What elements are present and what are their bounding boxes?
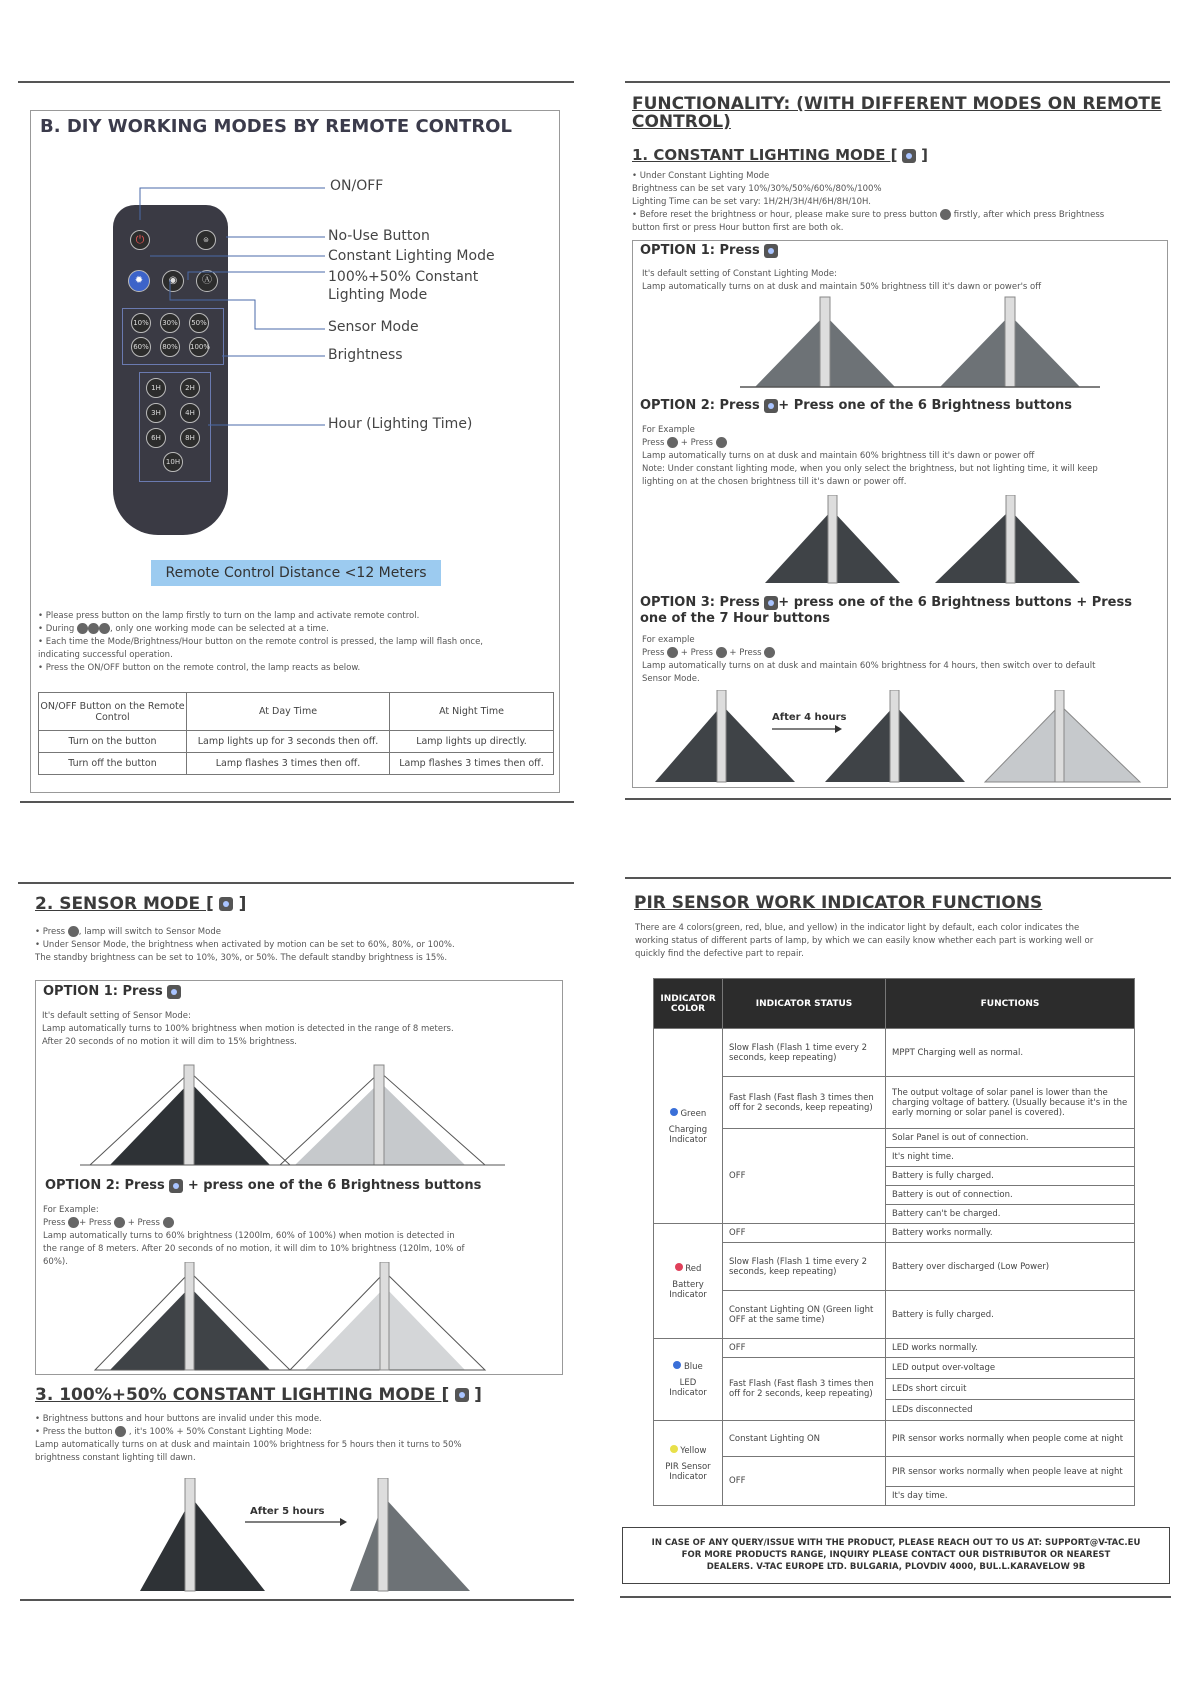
brightness-key: 10% bbox=[131, 313, 151, 333]
bottom-rule-left bbox=[20, 801, 574, 803]
table-row: Battery is out of connection. bbox=[654, 1186, 1135, 1205]
option1-illustration bbox=[740, 295, 1110, 390]
blue-dot-icon bbox=[673, 1361, 681, 1369]
power-button-icon: ⏻ bbox=[130, 230, 150, 250]
brightness-key: 80% bbox=[160, 337, 180, 357]
top-rule-right-2 bbox=[625, 877, 1171, 879]
yellow-dot-icon bbox=[670, 1445, 678, 1453]
mode-icon bbox=[88, 623, 99, 634]
sensor-mode-icon: ◉ bbox=[162, 270, 184, 292]
green-dot-icon bbox=[670, 1108, 678, 1116]
option3-illustration bbox=[650, 690, 1160, 785]
pir-intro: There are 4 colors(green, red, blue, and yellow) in the indicator light by default, each color indicates the working status of different parts of lamp, by which we can easily know whether each part is working well or quickly find the defective part to repair. bbox=[635, 923, 1094, 959]
sensor-mode-icon bbox=[219, 897, 233, 911]
sensor-mode-heading: 2. SENSOR MODE [ ] bbox=[35, 894, 247, 914]
option2-illustration bbox=[760, 495, 1090, 585]
note-line: indicating successful operation. bbox=[38, 650, 173, 660]
label-sensor: Sensor Mode bbox=[328, 319, 419, 335]
table-header: At Day Time bbox=[187, 693, 390, 731]
option2-desc: For Example Press + Press Lamp automatically turns on at dusk and maintain 60% brightness till it's dawn or power off Note: Under constant lighting mode, when you only select the brightness, but not lighting time, it will keep lighting on at the chosen brightness till it's dawn or power off. bbox=[642, 425, 1098, 487]
option3-desc: For example Press + Press + Press Lamp automatically turns on at dusk and maintain 60% brightness for 4 hours, then switch over to default Sensor Mode. bbox=[642, 635, 1096, 684]
on-off-table bbox=[38, 692, 554, 775]
table-row: Battery can't be charged. bbox=[654, 1205, 1135, 1224]
table-header: ON/OFF Button on the Remote Control bbox=[39, 693, 187, 731]
hundred-fifty-mode-icon: Ⓐ bbox=[196, 270, 218, 292]
sensor-option1-title: OPTION 1: Press bbox=[43, 984, 181, 999]
support-footer: IN CASE OF ANY QUERY/ISSUE WITH THE PRODUCT, PLEASE REACH OUT TO US AT: SUPPORT@V-TAC.EU FOR MORE PRODUCTS RANGE, INQUIRY PLEASE CONTACT OUR DISTRIBUTOR OR NEAREST DEALERS. V-TAC EUROPE LTD. BULGARIA, PLOVDIV 4000, BUL.L.KARAVELOW 9B bbox=[651, 1538, 1141, 1572]
option1-title: OPTION 1: Press bbox=[640, 243, 778, 258]
after-4-hours-label: After 4 hours bbox=[772, 712, 847, 723]
bottom-rule-right bbox=[625, 798, 1171, 800]
no-use-button-icon: ⊜ bbox=[196, 230, 216, 250]
label-constant: Constant Lighting Mode bbox=[328, 248, 495, 264]
table-row: Slow Flash (Flash 1 time every 2 seconds, keep repeating) Battery over discharged (Low Power) bbox=[654, 1243, 1135, 1291]
constant-mode-icon: ✹ bbox=[128, 270, 150, 292]
panel-diy-title: B. DIY WORKING MODES BY REMOTE CONTROL bbox=[40, 116, 512, 137]
sensor-option2-illustration bbox=[90, 1262, 510, 1372]
brightness-key: 30% bbox=[160, 313, 180, 333]
sensor-option1-illustration bbox=[80, 1062, 510, 1167]
label-on-off: ON/OFF bbox=[330, 178, 384, 194]
sensor-mode-desc: • Press , lamp will switch to Sensor Mode • Under Sensor Mode, the brightness when activated by motion can be set to 60%, 80%, or 100%. The standby brightness can be set to 10%, 30%, or 50%. The default standby brightness is 15%. bbox=[35, 927, 455, 963]
table-row: LEDs short circuit bbox=[654, 1379, 1135, 1400]
constant-mode-icon bbox=[764, 244, 778, 258]
brightness-key: 100% bbox=[189, 337, 209, 357]
label-brightness: Brightness bbox=[328, 347, 403, 363]
sensor-option1-desc: It's default setting of Sensor Mode: Lamp automatically turns to 100% brightness when motion is detected in the range of 8 meters. After 20 seconds of no motion it will dim to 15% brightness. bbox=[42, 1011, 454, 1047]
table-row: Yellow PIR Sensor Indicator Constant Lighting ON PIR sensor works normally when people come at night bbox=[654, 1421, 1135, 1457]
hour-key: 8H bbox=[180, 428, 200, 448]
sensor-option2-desc: For Example: Press + Press + Press Lamp automatically turns to 60% brightness (1200lm, 60% of 100%) when motion is detected in the range of 8 meters. After 20 seconds of no motion, it will dim to 10% brightness (120lm, 10% of 60%). bbox=[43, 1205, 465, 1267]
functionality-title-2: CONTROL) bbox=[632, 112, 731, 132]
table-row: Turn on the button Lamp lights up for 3 seconds then off. Lamp lights up directly. bbox=[39, 731, 554, 753]
remote-label-leaders bbox=[130, 180, 330, 440]
note-line: • Please press button on the lamp firstly to turn on the lamp and activate remote control. bbox=[38, 611, 420, 621]
table-row: Turn off the button Lamp flashes 3 times then off. Lamp flashes 3 times then off. bbox=[39, 753, 554, 775]
table-row: LEDs disconnected bbox=[654, 1400, 1135, 1421]
label-no-use: No-Use Button bbox=[328, 228, 430, 244]
table-row: Red Battery Indicator OFF Battery works normally. bbox=[654, 1224, 1135, 1243]
hour-key: 2H bbox=[180, 378, 200, 398]
constant-mode-icon bbox=[764, 596, 778, 610]
hundred-fifty-heading: 3. 100%+50% CONSTANT LIGHTING MODE [ ] bbox=[35, 1385, 482, 1405]
label-hundred-fifty-1: 100%+50% Constant bbox=[328, 269, 479, 285]
constant-mode-icon bbox=[940, 209, 951, 220]
option2-title: OPTION 2: Press + Press one of the 6 Brightness buttons bbox=[640, 398, 1073, 413]
sensor-option2-title: OPTION 2: Press + press one of the 6 Brightness buttons bbox=[45, 1178, 482, 1193]
after-5-hours-label: After 5 hours bbox=[250, 1506, 325, 1517]
hundred-fifty-illustration bbox=[130, 1478, 530, 1593]
sensor-mode-icon bbox=[169, 1179, 183, 1193]
bottom-rule-left-2 bbox=[20, 1599, 574, 1601]
remote-distance-badge: Remote Control Distance <12 Meters bbox=[151, 560, 441, 586]
brightness-key: 50% bbox=[189, 313, 209, 333]
top-rule-left bbox=[18, 81, 574, 83]
hundred-fifty-desc: • Brightness buttons and hour buttons are invalid under this mode. • Press the button , it's 100% + 50% Constant Lighting Mode: Lamp automatically turns on at dusk and maintain 100% brightness for 5 hours then it turns to 50% brightness constant lighting till dawn. bbox=[35, 1414, 462, 1463]
hour-key: 4H bbox=[180, 403, 200, 423]
table-row: Battery is fully charged. bbox=[654, 1167, 1135, 1186]
table-row: Green Charging Indicator Slow Flash (Flash 1 time every 2 seconds, keep repeating) MPPT Charging well as normal. bbox=[654, 1029, 1135, 1077]
top-rule-right bbox=[625, 81, 1170, 83]
table-row: Blue LED Indicator OFF LED works normally. bbox=[654, 1339, 1135, 1358]
table-row: OFF Solar Panel is out of connection. bbox=[654, 1129, 1135, 1148]
note-line: • During , only one working mode can be selected at a time. bbox=[38, 624, 329, 634]
functionality-title: FUNCTIONALITY: (WITH DIFFERENT MODES ON REMOTE bbox=[632, 94, 1162, 114]
red-dot-icon bbox=[675, 1263, 683, 1271]
option3-title-2: one of the 7 Hour buttons bbox=[640, 611, 830, 626]
note-line: • Press the ON/OFF button on the remote control, the lamp reacts as below. bbox=[38, 663, 361, 673]
top-rule-left-2 bbox=[18, 882, 574, 884]
bottom-rule-right-2 bbox=[620, 1596, 1171, 1598]
hundred-fifty-mode-icon bbox=[455, 1388, 469, 1402]
constant-mode-heading: 1. CONSTANT LIGHTING MODE [ ] bbox=[632, 146, 928, 164]
table-row: Fast Flash (Fast flash 3 times then off for 2 seconds, keep repeating) LED output over-voltage bbox=[654, 1358, 1135, 1379]
sensor-mode-icon bbox=[68, 926, 79, 937]
hour-key: 1H bbox=[146, 378, 166, 398]
pir-title: PIR SENSOR WORK INDICATOR FUNCTIONS bbox=[634, 893, 1043, 913]
hundred-fifty-mode-icon bbox=[115, 1426, 126, 1437]
table-row: Fast Flash (Fast flash 3 times then off for 2 seconds, keep repeating) The output voltage of solar panel is lower than the charging voltage of battery. (Usually because it's in the early morning or solar panel is covered). bbox=[654, 1077, 1135, 1129]
constant-mode-icon bbox=[902, 149, 916, 163]
table-row: It's day time. bbox=[654, 1487, 1135, 1506]
label-hour: Hour (Lighting Time) bbox=[328, 416, 473, 432]
label-hundred-fifty-2: Lighting Mode bbox=[328, 287, 428, 303]
hour-key: 6H bbox=[146, 428, 166, 448]
constant-mode-icon bbox=[764, 399, 778, 413]
mode-icon bbox=[77, 623, 88, 634]
pir-indicator-table: INDICATOR COLOR INDICATOR STATUS FUNCTIONS Green Charging Indicator Slow Flash (Flash 1 time every 2 seconds, keep repeating) MPPT Charging well as normal. Fast Flash (Fast flash 3 times then off for 2 seconds, keep repeating) The output voltage of solar panel is lower than the charging voltage of battery. (Usually because it's in the early morning or solar panel is covered). OFF Solar Panel is out of connection. It's night time. Battery is fully charged. Battery is out of connection. Battery can't be charged. Red Battery Indicator OFF Battery works normally. Slow Flash (Flash 1 time every 2 seconds, keep repeating) Battery over discharged (Low Power) Constant Lighting ON (Green light OFF at the same time) Battery is fully charged. Blue LED Indicator OFF LED works normally. Fast Flash (Fast flash 3 times then off for 2 seconds, keep repeating) LED output over-voltage LEDs short circuit LEDs disconnected Yellow PIR Sensor Indicator Constant Lighting ON PIR sensor works normally when people come at night OFF PIR sensor works normally when people leave at night It's day time. bbox=[653, 978, 1135, 1506]
brightness-key: 60% bbox=[131, 337, 151, 357]
panel-diy-notes bbox=[38, 610, 558, 675]
constant-mode-desc: • Under Constant Lighting Mode Brightness can be set vary 10%/30%/50%/60%/80%/100% Lighting Time can be set vary: 1H/2H/3H/4H/6H/8H/10H. • Before reset the brightness or hour, please make sure to press button firstly, after which press Brightness button first or press Hour button first are both ok. bbox=[632, 171, 1105, 233]
table-row: Constant Lighting ON (Green light OFF at the same time) Battery is fully charged. bbox=[654, 1291, 1135, 1339]
table-row: OFF PIR sensor works normally when people leave at night bbox=[654, 1457, 1135, 1487]
option3-title: OPTION 3: Press + press one of the 6 Brightness buttons + Press bbox=[640, 595, 1132, 610]
hour-key: 3H bbox=[146, 403, 166, 423]
sensor-mode-icon bbox=[167, 985, 181, 999]
option1-desc: It's default setting of Constant Lighting Mode: Lamp automatically turns on at dusk and maintain 50% brightness till it's dawn or power's off bbox=[642, 269, 1042, 292]
note-line: • Each time the Mode/Brightness/Hour button on the remote control is pressed, the lamp will flash once, bbox=[38, 637, 484, 647]
table-row: It's night time. bbox=[654, 1148, 1135, 1167]
table-header: At Night Time bbox=[390, 693, 554, 731]
mode-icon bbox=[99, 623, 110, 634]
hour-key: 10H bbox=[163, 452, 183, 472]
